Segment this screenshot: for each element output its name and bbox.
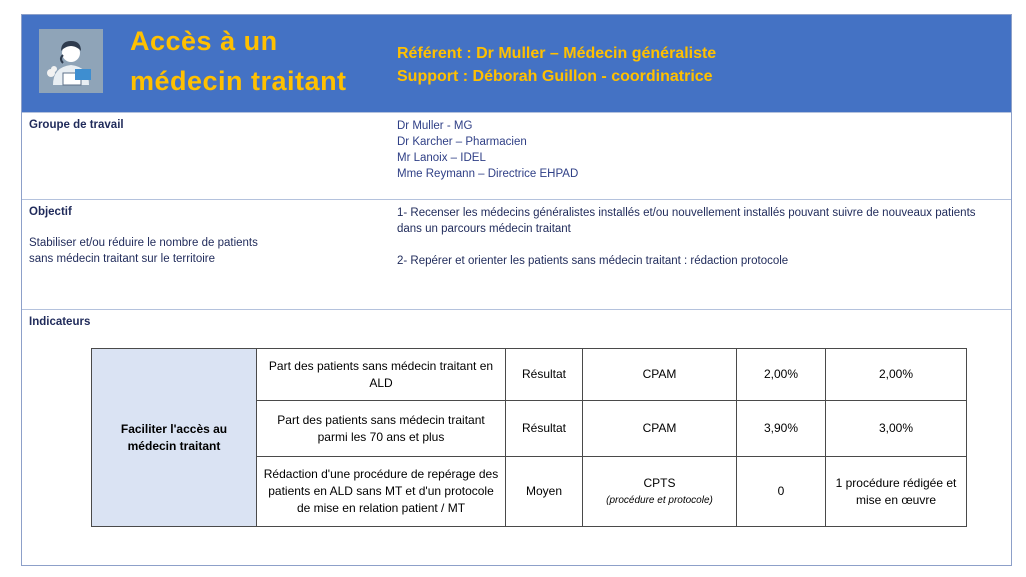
member-item: Mme Reymann – Directrice EHPAD <box>397 168 579 180</box>
target-cell: 3,00% <box>826 401 967 457</box>
source-text: CPAM <box>642 367 677 381</box>
objectif-left <box>29 235 258 267</box>
table-row <box>92 349 967 401</box>
section-groupe <box>22 112 1011 199</box>
objectif-items <box>397 205 976 269</box>
type-cell: Résultat <box>506 349 583 401</box>
value-cell: 3,90% <box>737 401 826 457</box>
title-line-2: médecin traitant <box>130 66 347 96</box>
target-cell: 1 procédure rédigée et mise en œuvre <box>826 457 967 527</box>
type-cell: Résultat <box>506 401 583 457</box>
source-text: CPTS <box>643 475 676 490</box>
source-cell <box>583 457 737 527</box>
objectif-left-line: sans médecin traitant sur le territoire <box>29 253 215 265</box>
member-item: Dr Muller - MG <box>397 120 473 132</box>
objectif-label: Objectif <box>29 206 72 218</box>
doctor-logo-icon <box>39 29 103 93</box>
support-text: Support : Déborah Guillon - coordinatrice <box>397 68 713 85</box>
member-item: Mr Lanoix – IDEL <box>397 152 486 164</box>
indicators-table <box>91 348 967 527</box>
description-cell: Part des patients sans médecin traitant parmi les 70 ans et plus <box>257 401 506 457</box>
source-note: (procédure et protocole) <box>606 494 713 506</box>
referent-block <box>397 42 716 88</box>
indicateurs-label: Indicateurs <box>29 316 91 328</box>
objectif-item-2: 2- Repérer et orienter les patients sans médecin traitant : rédaction protocole <box>397 255 789 267</box>
source-cell <box>583 401 737 457</box>
source-cell <box>583 349 737 401</box>
section-objectif <box>22 199 1011 309</box>
slide-frame <box>21 14 1012 566</box>
member-item: Dr Karcher – Pharmacien <box>397 136 527 148</box>
objectif-item-1: 1- Recenser les médecins généralistes installés et/ou nouvellement installés pouvant suivre de nouveaux patients <box>397 207 976 219</box>
source-text: CPAM <box>642 421 677 435</box>
type-cell: Moyen <box>506 457 583 527</box>
groupe-members <box>397 118 578 182</box>
referent-text: Référent : Dr Muller – Médecin généraliste <box>397 45 717 62</box>
objectif-item-1-cont: dans un parcours médecin traitant <box>397 223 571 235</box>
page-title <box>130 21 347 101</box>
objectif-left-line: Stabiliser et/ou réduire le nombre de patients <box>29 237 258 249</box>
goal-cell: Faciliter l'accès au médecin traitant <box>92 349 257 527</box>
target-cell: 2,00% <box>826 349 967 401</box>
value-cell: 2,00% <box>737 349 826 401</box>
groupe-label: Groupe de travail <box>29 119 124 131</box>
value-cell: 0 <box>737 457 826 527</box>
description-cell: Part des patients sans médecin traitant en ALD <box>257 349 506 401</box>
description-cell: Rédaction d'une procédure de repérage des patients en ALD sans MT et d'un protocole de mise en relation patient / MT <box>257 457 506 527</box>
title-line-1: Accès à un <box>130 26 278 56</box>
header-banner <box>22 15 1011 112</box>
